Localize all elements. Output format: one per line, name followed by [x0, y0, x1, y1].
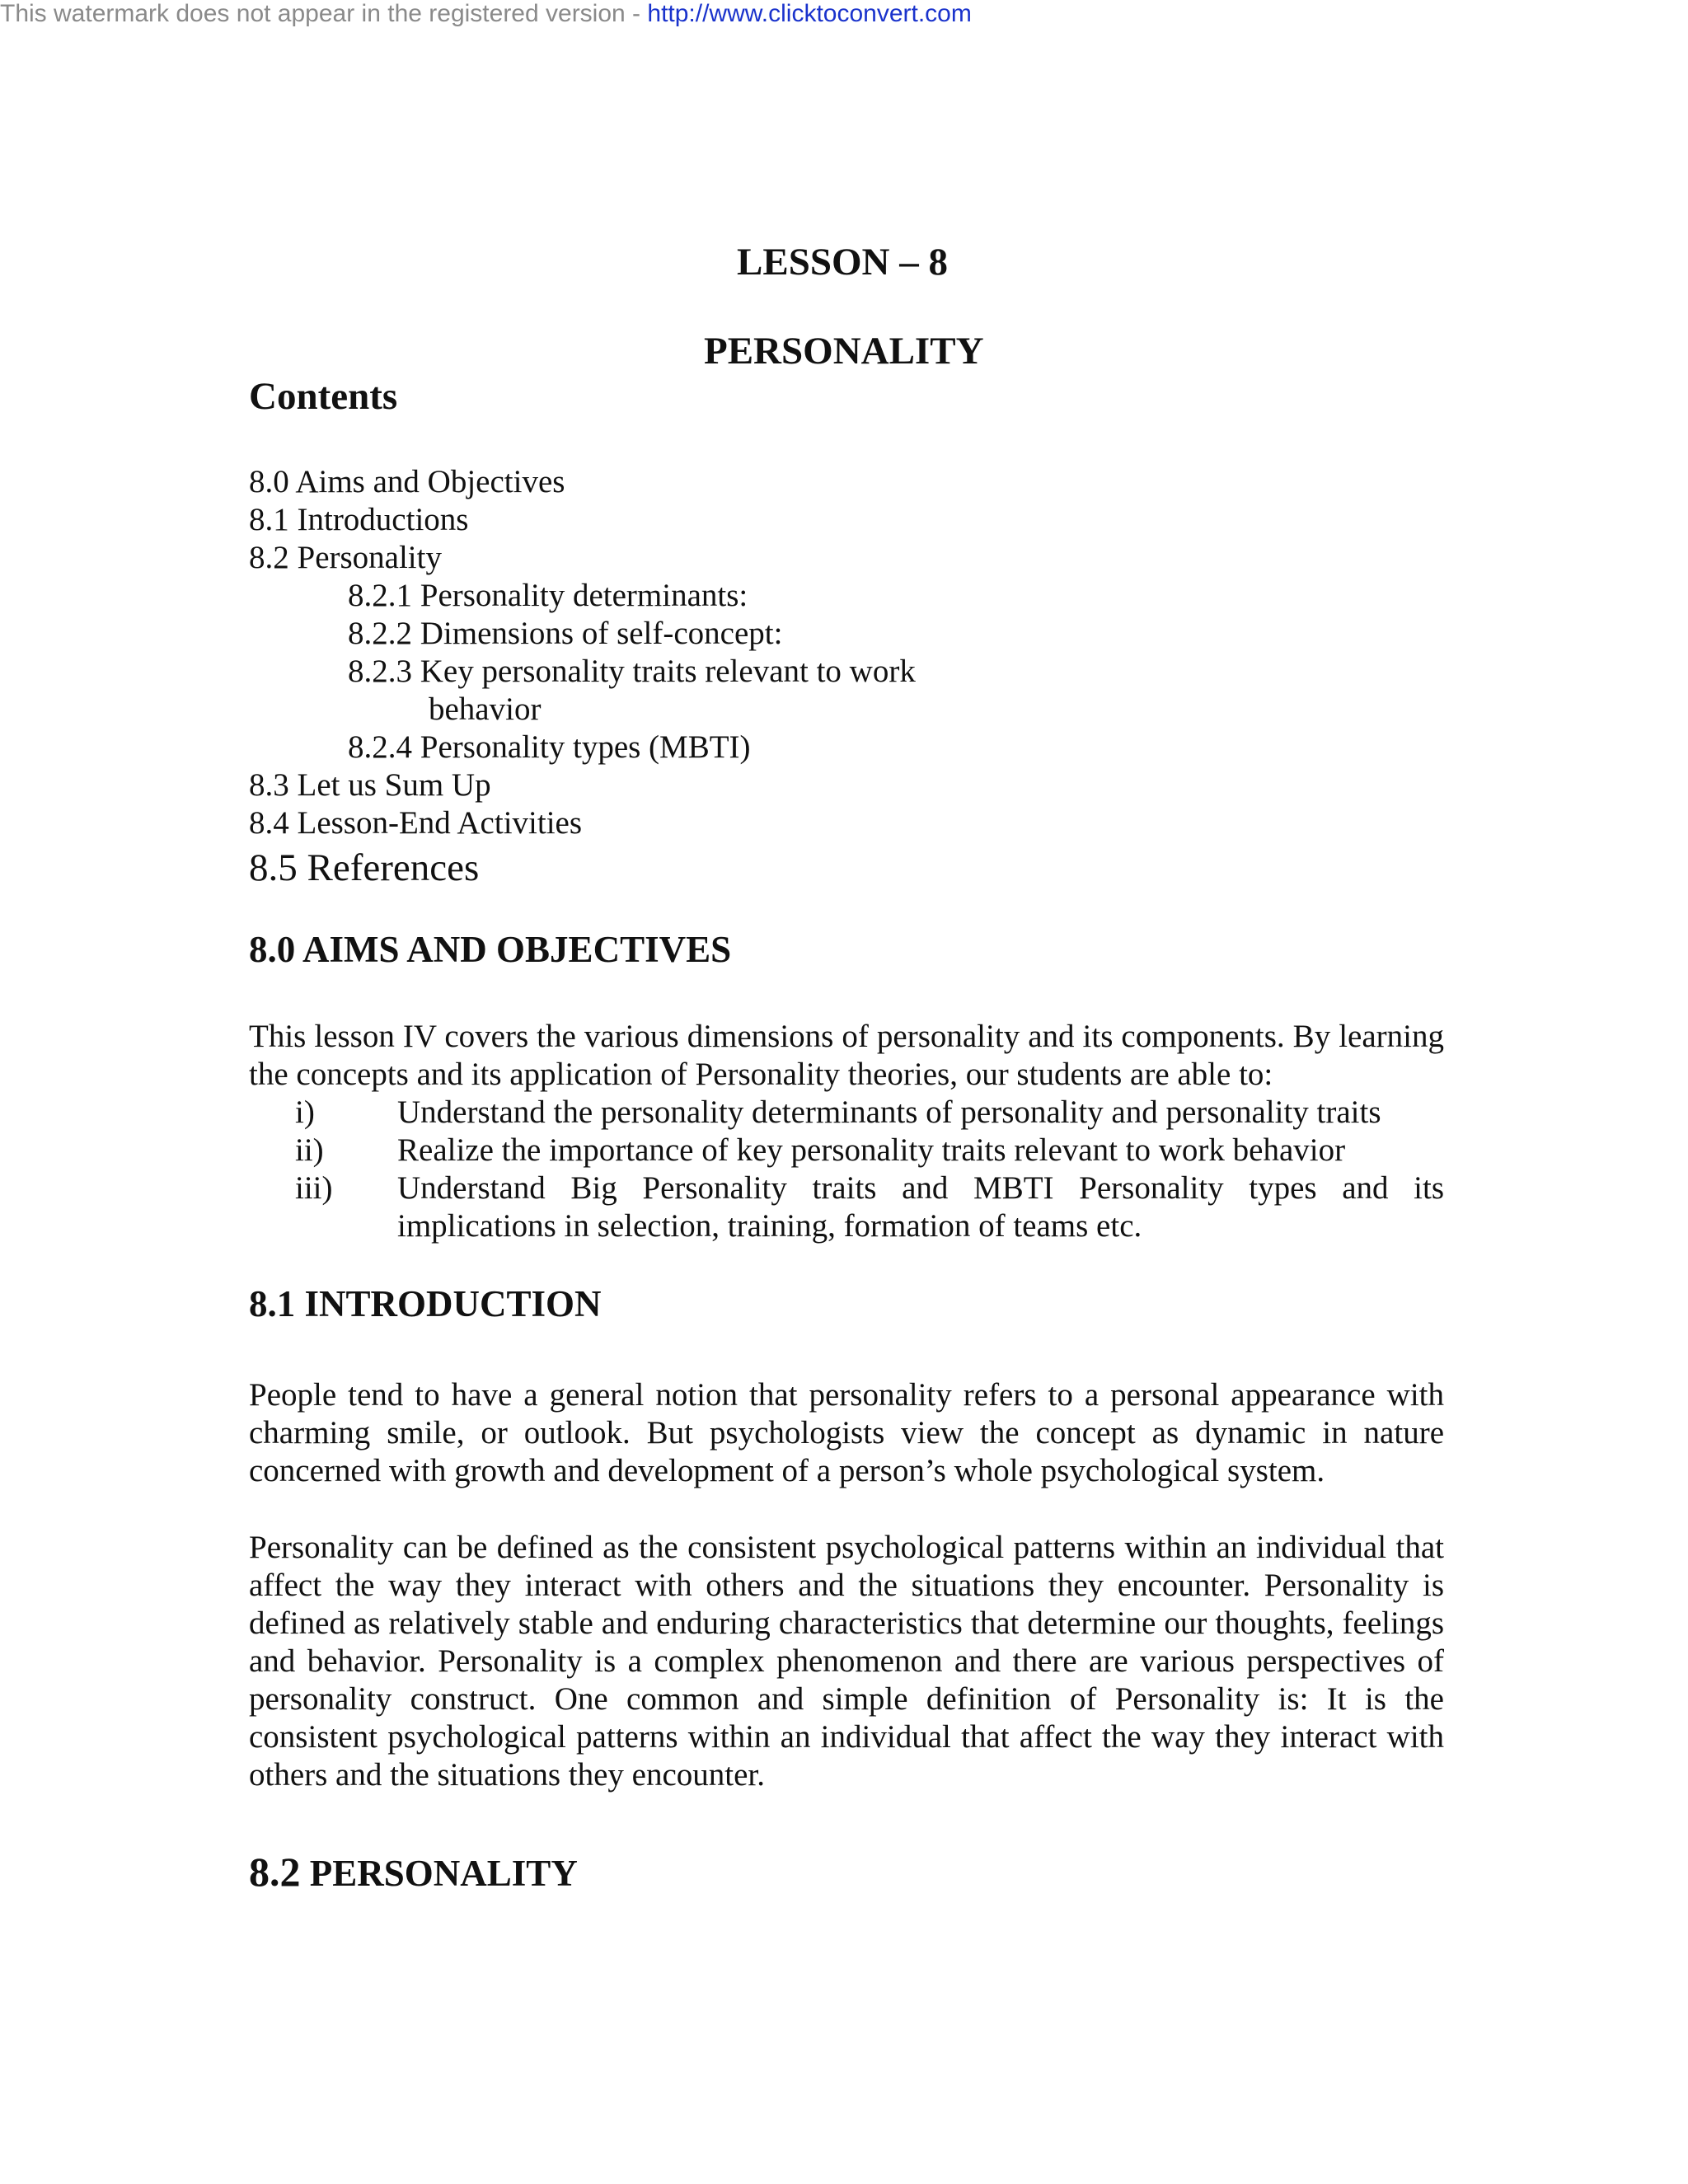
objectives-list [249, 1094, 1444, 1245]
toc-item-mbti: 8.2.4 Personality types (MBTI) [348, 729, 751, 765]
contents-heading: Contents [249, 375, 398, 418]
aims-intro-paragraph [249, 1018, 1444, 1094]
toc-item-self-concept: 8.2.2 Dimensions of self-concept: [348, 616, 783, 651]
introduction-paragraph-2 [249, 1529, 1444, 1794]
introduction-heading: 8.1 INTRODUCTION [249, 1283, 602, 1324]
table-of-contents [249, 463, 1452, 892]
list-item-number: ii) [295, 1132, 324, 1168]
list-item-text: Understand Big Personality traits and MBTI Personality types and its implications in selection, training, formation of teams etc. [397, 1170, 1444, 1244]
aims-heading: 8.0 AIMS AND OBJECTIVES [249, 929, 732, 970]
watermark-text: This watermark does not appear in the registered version - [0, 0, 648, 27]
toc-item-key-traits-continued: behavior [429, 691, 542, 727]
toc-item-activities: 8.4 Lesson-End Activities [249, 805, 583, 841]
list-item [249, 1132, 1444, 1169]
lesson-title-heading: PERSONALITY [704, 330, 984, 373]
toc-item-determinants: 8.2.1 Personality determinants: [348, 578, 748, 613]
list-item [249, 1169, 1444, 1245]
list-item [249, 1094, 1444, 1132]
introduction-paragraph-1-text: People tend to have a general notion that personality refers to a personal appearance with charming smile, or outlook. But psychologists view the concept as dynamic in nature concerned with growth and development of a person’s whole psychological system. [249, 1377, 1444, 1488]
toc-item-aims: 8.0 Aims and Objectives [249, 464, 565, 499]
toc-item-sum-up: 8.3 Let us Sum Up [249, 767, 491, 803]
toc-item-personality: 8.2 Personality [249, 540, 442, 575]
introduction-paragraph-1 [249, 1376, 1444, 1490]
personality-heading-number: 8.2 [249, 1849, 301, 1895]
lesson-number-heading: LESSON – 8 [737, 241, 948, 284]
toc-item-introductions: 8.1 Introductions [249, 502, 469, 537]
list-item-text: Understand the personality determinants of personality and personality traits [397, 1094, 1381, 1130]
introduction-paragraph-2-text: Personality can be defined as the consistent psychological patterns within an individual that affect the way they interact with others and the situations they encounter. Personality is defined as relatively stable and enduring characteristics that determine our thoughts, feelings and behavior. Personality is a complex phenomenon and there are various perspectives of personality construct. One common and simple definition of Personality is: It is the consistent psychological patterns within an individual that affect the way they interact with others and the situations they encounter. [249, 1530, 1444, 1793]
watermark-banner [0, 0, 972, 28]
list-item-number: i) [295, 1094, 315, 1130]
toc-item-key-traits: 8.2.3 Key personality traits relevant to work [348, 654, 916, 689]
toc-item-references: 8.5 References [249, 846, 480, 889]
list-item-number: iii) [295, 1170, 333, 1206]
list-item-text: Realize the importance of key personality traits relevant to work behavior [397, 1132, 1346, 1168]
watermark-link[interactable]: http://www.clicktoconvert.com [647, 0, 972, 27]
aims-intro-text: This lesson IV covers the various dimensions of personality and its components. By learning the concepts and its application of Personality theories, our students are able to: [249, 1019, 1444, 1092]
personality-heading [249, 1849, 578, 1896]
personality-heading-text: PERSONALITY [309, 1853, 578, 1894]
